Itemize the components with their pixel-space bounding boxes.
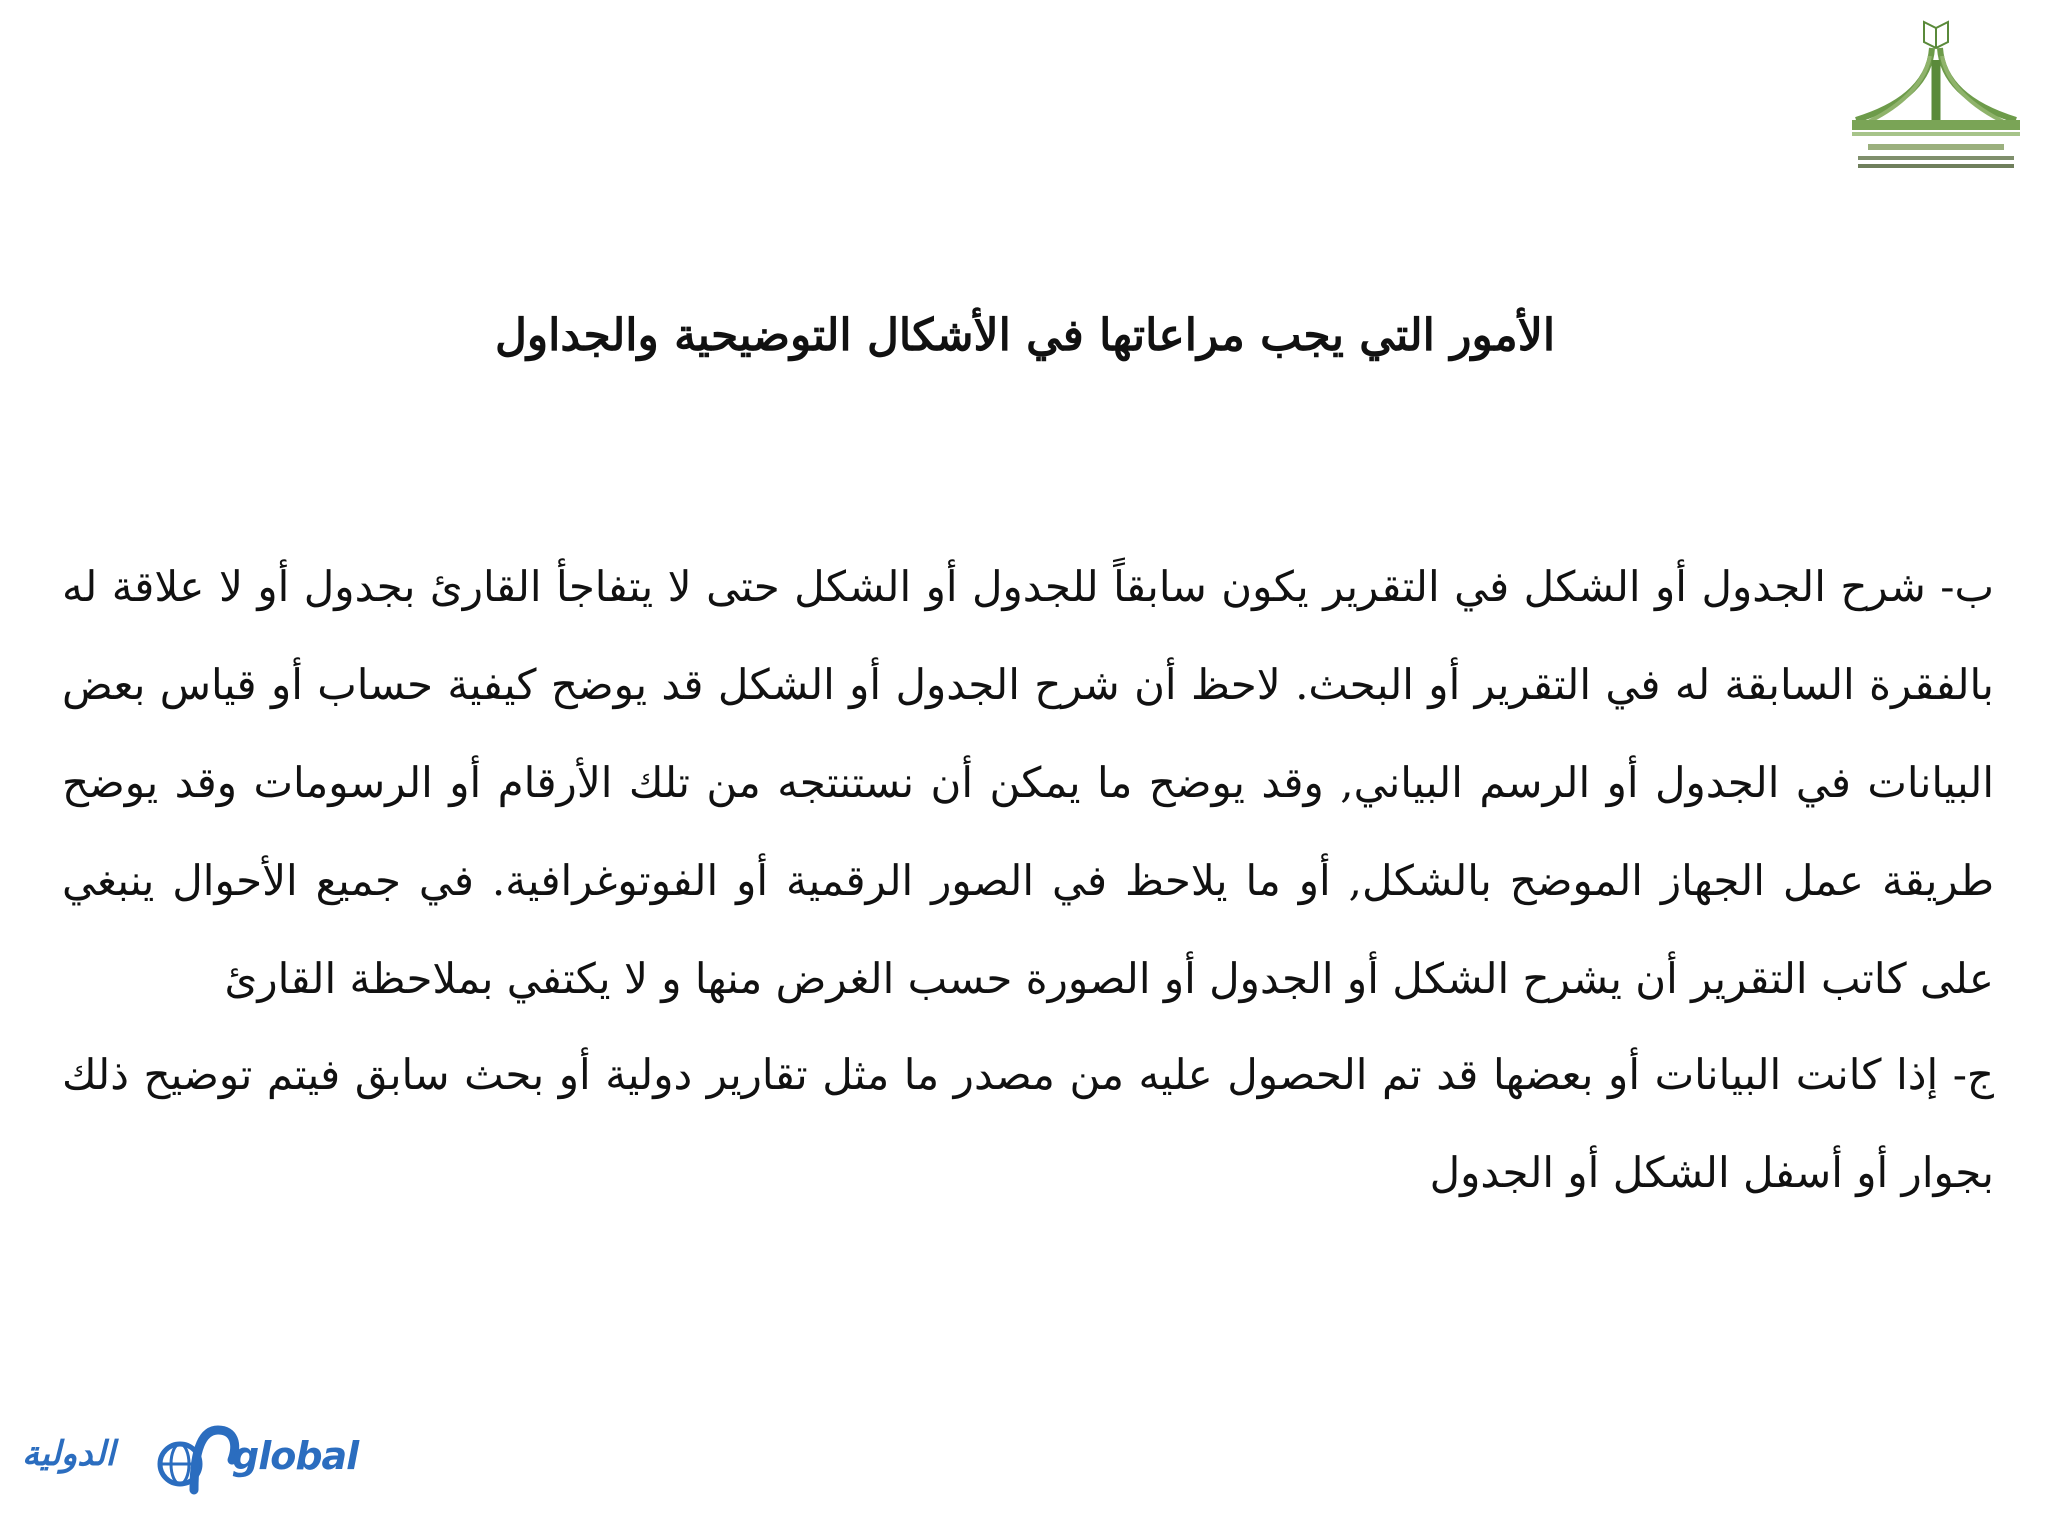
page-title: الأمور التي يجب مراعاتها في الأشكال التوضيحية والجداول [494,310,1556,361]
content-body [62,538,1994,1222]
university-emblem-icon [1838,8,2034,184]
university-logo [1838,8,2034,184]
global-logo [22,1420,362,1502]
global-logo-english-text: global [232,1434,359,1478]
paragraph-c: ج- إذا كانت البيانات أو بعضها قد تم الحصول عليه من مصدر ما مثل تقارير دولية أو بحث سابق فيتم توضيح ذلك بجوار أو أسفل الشكل أو الجدول [62,1050,1994,1197]
global-logo-arabic-text: الدولية [22,1434,115,1474]
paragraph-b: ب- شرح الجدول أو الشكل في التقرير يكون سابقاً للجدول أو الشكل حتى لا يتفاجأ القارئ بجدول أو لا علاقة له بالفقرة السابقة له في التقرير أو البحث. لاحظ أن شرح الجدول أو الشكل قد يوضح كيفية حساب أو قياس بعض البيانات في الجدول أو الرسم البياني, وقد يوضح ما يمكن أن نستنتجه من تلك الأرقام أو الرسومات وقد يوضح طريقة عمل الجهاز الموضح بالشكل, أو ما يلاحظ في الصور الرقمية أو الفوتوغرافية. في جميع الأحوال ينبغي على كاتب التقرير أن يشرح الشكل أو الجدول أو الصورة حسب الغرض منها و لا يكتفي بملاحظة القارئ [62,562,1994,1003]
